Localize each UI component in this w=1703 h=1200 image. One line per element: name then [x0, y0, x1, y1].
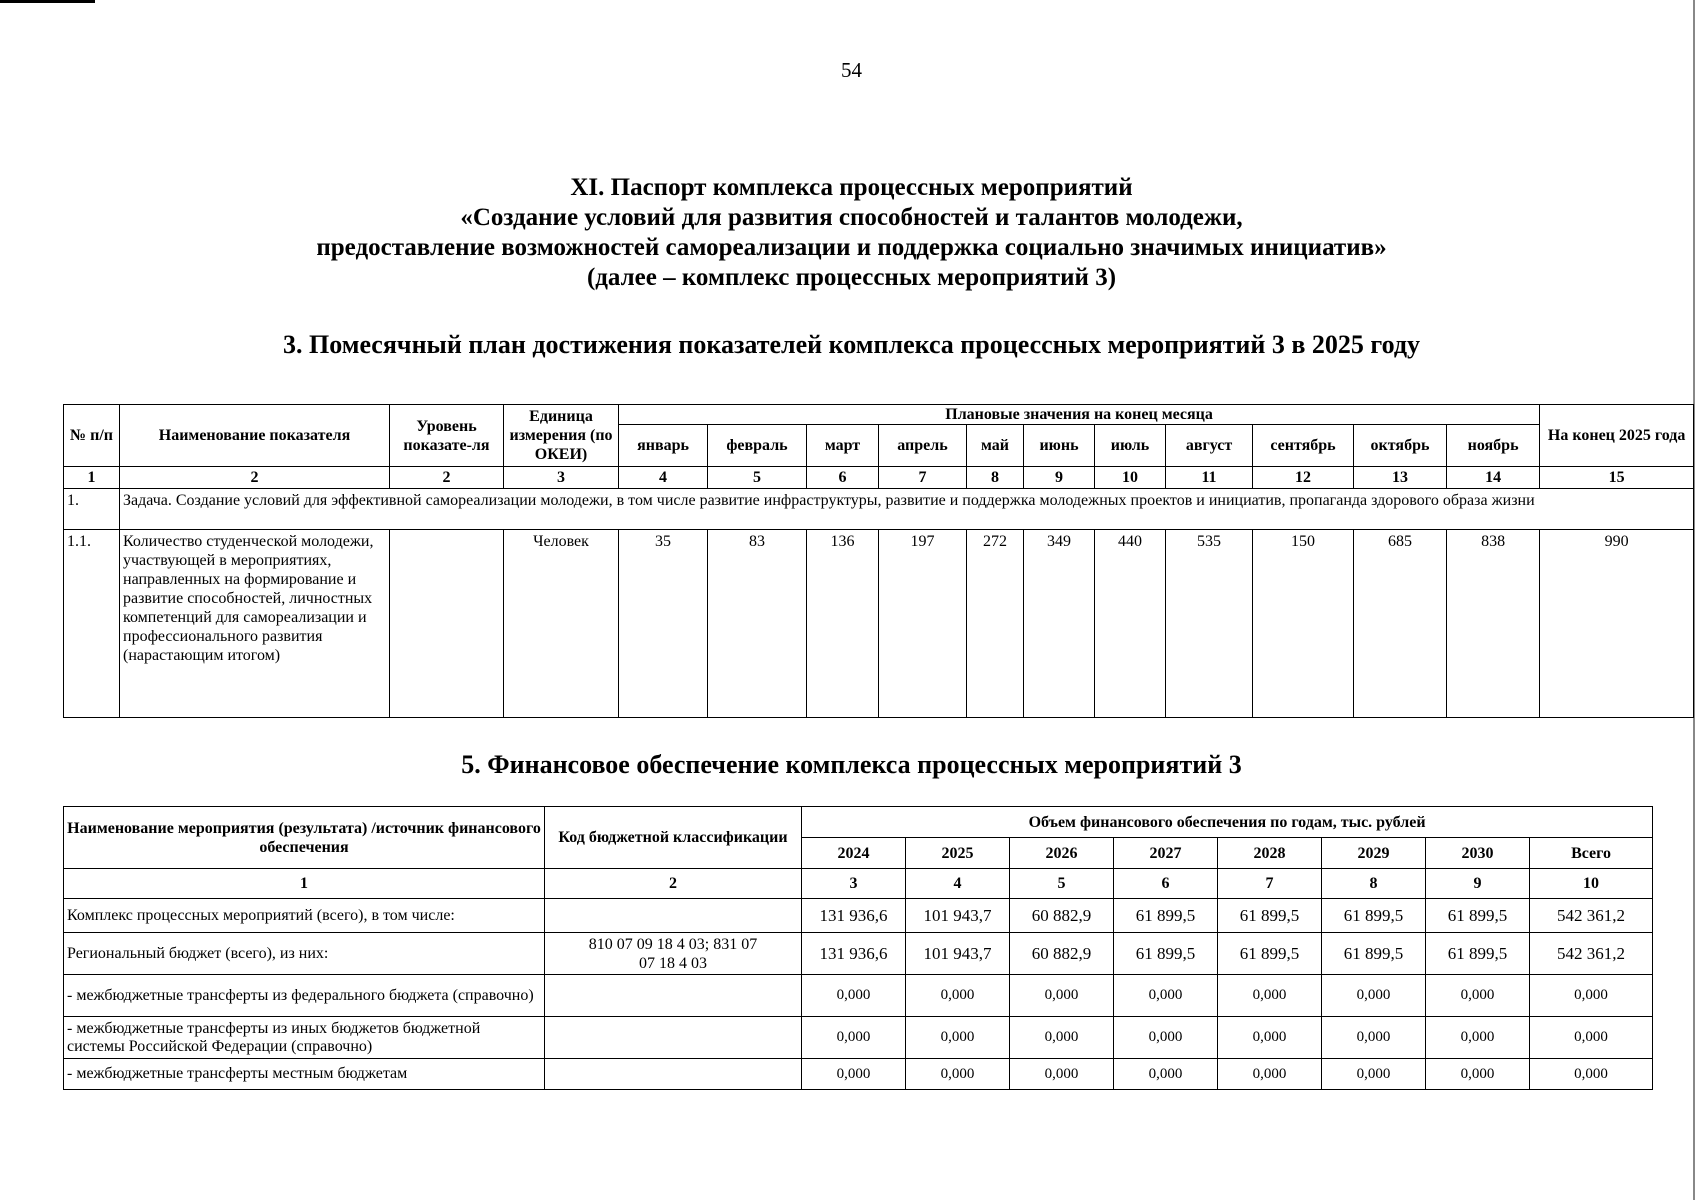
top-left-rule — [0, 0, 95, 3]
header-year: 2025 — [906, 838, 1010, 869]
row-value: 0,000 — [802, 975, 906, 1017]
column-number: 8 — [967, 467, 1024, 489]
header-month: январь — [619, 425, 708, 467]
column-number: 2 — [390, 467, 504, 489]
title-line-2: «Создание условий для развития способностей и талантов молодежи, — [460, 204, 1243, 231]
row-value: 0,000 — [1530, 1059, 1653, 1090]
header-year: 2030 — [1426, 838, 1530, 869]
row-value: 0,000 — [802, 1059, 906, 1090]
monthly-plan-table — [63, 404, 1694, 718]
row-name: Комплекс процессных мероприятий (всего), в том числе: — [64, 899, 545, 933]
row-value: 0,000 — [1322, 1017, 1426, 1059]
year-end-value: 990 — [1540, 530, 1694, 718]
row-value: 60 882,9 — [1010, 899, 1114, 933]
row-value: 0,000 — [1114, 1059, 1218, 1090]
financing-row — [64, 1059, 1653, 1090]
financing-row — [64, 933, 1653, 975]
column-number: 9 — [1426, 869, 1530, 899]
header-month: июль — [1095, 425, 1166, 467]
header-budget-code: Код бюджетной классификации — [545, 807, 802, 869]
row-value: 61 899,5 — [1114, 933, 1218, 975]
row-value: 61 899,5 — [1322, 899, 1426, 933]
column-number: 3 — [802, 869, 906, 899]
indicator-name: Количество студенческой молодежи, участвующей в мероприятиях, направленных на формирование и развитие способностей, личностных компетенций для самореализации и профессионального развития (нарастающим итогом) — [120, 530, 390, 718]
header-year: 2026 — [1010, 838, 1114, 869]
row-value: 0,000 — [1530, 1017, 1653, 1059]
column-number: 13 — [1354, 467, 1447, 489]
row-value: 0,000 — [1114, 1017, 1218, 1059]
section3-heading: 3. Помесячный план достижения показателей комплекса процессных мероприятий 3 в 2025 году — [283, 330, 1420, 359]
month-value: 440 — [1095, 530, 1166, 718]
column-number: 4 — [906, 869, 1010, 899]
row-value: 0,000 — [1010, 1017, 1114, 1059]
row-value: 61 899,5 — [1218, 933, 1322, 975]
month-value: 685 — [1354, 530, 1447, 718]
row-value: 0,000 — [1426, 975, 1530, 1017]
task-number: 1. — [64, 489, 120, 530]
header-year: 2028 — [1218, 838, 1322, 869]
indicator-unit: Человек — [504, 530, 619, 718]
section5-heading: 5. Финансовое обеспечение комплекса процессных мероприятий 3 — [461, 750, 1242, 779]
title-line-1: XI. Паспорт комплекса процессных мероприятий — [570, 174, 1133, 201]
column-number: 6 — [1114, 869, 1218, 899]
row-value: 0,000 — [1322, 975, 1426, 1017]
month-value: 349 — [1024, 530, 1095, 718]
header-month: ноябрь — [1447, 425, 1540, 467]
column-number: 2 — [120, 467, 390, 489]
row-value: 61 899,5 — [1322, 933, 1426, 975]
header-total: Всего — [1530, 838, 1653, 869]
header-year: 2024 — [802, 838, 906, 869]
row-value: 131 936,6 — [802, 933, 906, 975]
row-value: 0,000 — [1218, 1017, 1322, 1059]
column-number: 10 — [1095, 467, 1166, 489]
row-code: 810 07 09 18 4 03; 831 07 07 18 4 03 — [545, 933, 802, 975]
month-value: 272 — [967, 530, 1024, 718]
row-value: 131 936,6 — [802, 899, 906, 933]
header-level: Уровень показате-ля — [390, 405, 504, 467]
month-value: 83 — [708, 530, 807, 718]
row-value: 61 899,5 — [1114, 899, 1218, 933]
task-row — [64, 489, 1694, 530]
financing-row — [64, 899, 1653, 933]
row-value: 0,000 — [1426, 1017, 1530, 1059]
row-value: 0,000 — [1426, 1059, 1530, 1090]
row-name: - межбюджетные трансферты местным бюджетам — [64, 1059, 545, 1090]
month-value: 136 — [807, 530, 879, 718]
month-value: 838 — [1447, 530, 1540, 718]
row-value: 0,000 — [1218, 1059, 1322, 1090]
document-title — [0, 173, 1703, 293]
column-number: 12 — [1253, 467, 1354, 489]
row-value: 0,000 — [1010, 975, 1114, 1017]
row-value: 0,000 — [1322, 1059, 1426, 1090]
column-number: 3 — [504, 467, 619, 489]
column-number: 1 — [64, 467, 120, 489]
row-value: 0,000 — [1530, 975, 1653, 1017]
title-line-4: (далее – комплекс процессных мероприятий 3) — [586, 264, 1117, 291]
row-value: 0,000 — [1114, 975, 1218, 1017]
row-value: 0,000 — [906, 1059, 1010, 1090]
title-line-3: предоставление возможностей самореализации и поддержка социально значимых инициатив» — [316, 234, 1387, 261]
header-measure-name: Наименование мероприятия (результата) /источник финансового обеспечения — [64, 807, 545, 869]
column-number: 10 — [1530, 869, 1653, 899]
header-month: сентябрь — [1253, 425, 1354, 467]
header-year: 2027 — [1114, 838, 1218, 869]
row-code — [545, 1017, 802, 1059]
column-number: 5 — [708, 467, 807, 489]
column-number: 7 — [1218, 869, 1322, 899]
header-year: 2029 — [1322, 838, 1426, 869]
header-planned-values: Плановые значения на конец месяца — [619, 405, 1540, 425]
column-numbers-row — [64, 869, 1653, 899]
header-year-end: На конец 2025 года — [1540, 405, 1694, 467]
column-number: 14 — [1447, 467, 1540, 489]
header-month: июнь — [1024, 425, 1095, 467]
row-value: 0,000 — [802, 1017, 906, 1059]
financing-table — [63, 806, 1653, 1090]
indicator-row — [64, 530, 1694, 718]
header-month: октябрь — [1354, 425, 1447, 467]
month-value: 35 — [619, 530, 708, 718]
header-month: август — [1166, 425, 1253, 467]
month-value: 197 — [879, 530, 967, 718]
header-indicator-name: Наименование показателя — [120, 405, 390, 467]
row-name: - межбюджетные трансферты из федерального бюджета (справочно) — [64, 975, 545, 1017]
task-text: Задача. Создание условий для эффективной самореализации молодежи, в том числе развитие инфраструктуры, развитие и поддержка молодежных проектов и инициатив, пропаганда здорового образа жизни — [120, 489, 1694, 530]
column-number: 1 — [64, 869, 545, 899]
row-value: 0,000 — [1218, 975, 1322, 1017]
row-code — [545, 899, 802, 933]
header-month: май — [967, 425, 1024, 467]
column-number: 7 — [879, 467, 967, 489]
row-value: 0,000 — [906, 975, 1010, 1017]
column-numbers-row — [64, 467, 1694, 489]
row-value: 101 943,7 — [906, 933, 1010, 975]
column-number: 15 — [1540, 467, 1694, 489]
header-month: апрель — [879, 425, 967, 467]
row-value: 60 882,9 — [1010, 933, 1114, 975]
row-value: 61 899,5 — [1426, 933, 1530, 975]
column-number: 9 — [1024, 467, 1095, 489]
indicator-number: 1.1. — [64, 530, 120, 718]
financing-row — [64, 1017, 1653, 1059]
column-number: 5 — [1010, 869, 1114, 899]
indicator-level — [390, 530, 504, 718]
column-number: 2 — [545, 869, 802, 899]
row-value: 0,000 — [906, 1017, 1010, 1059]
column-number: 6 — [807, 467, 879, 489]
header-financing-volume: Объем финансового обеспечения по годам, тыс. рублей — [802, 807, 1653, 838]
row-value: 0,000 — [1010, 1059, 1114, 1090]
month-value: 150 — [1253, 530, 1354, 718]
row-value: 542 361,2 — [1530, 933, 1653, 975]
column-number: 8 — [1322, 869, 1426, 899]
page-number: 54 — [841, 58, 862, 82]
financing-row — [64, 975, 1653, 1017]
row-code — [545, 1059, 802, 1090]
header-unit: Единица измерения (по ОКЕИ) — [504, 405, 619, 467]
month-value: 535 — [1166, 530, 1253, 718]
row-code — [545, 975, 802, 1017]
row-value: 61 899,5 — [1218, 899, 1322, 933]
row-name: Региональный бюджет (всего), из них: — [64, 933, 545, 975]
row-value: 61 899,5 — [1426, 899, 1530, 933]
header-num: № п/п — [64, 405, 120, 467]
column-number: 11 — [1166, 467, 1253, 489]
row-name: - межбюджетные трансферты из иных бюджетов бюджетной системы Российской Федерации (справочно) — [64, 1017, 545, 1059]
row-value: 101 943,7 — [906, 899, 1010, 933]
header-month: март — [807, 425, 879, 467]
row-value: 542 361,2 — [1530, 899, 1653, 933]
header-month: февраль — [708, 425, 807, 467]
column-number: 4 — [619, 467, 708, 489]
